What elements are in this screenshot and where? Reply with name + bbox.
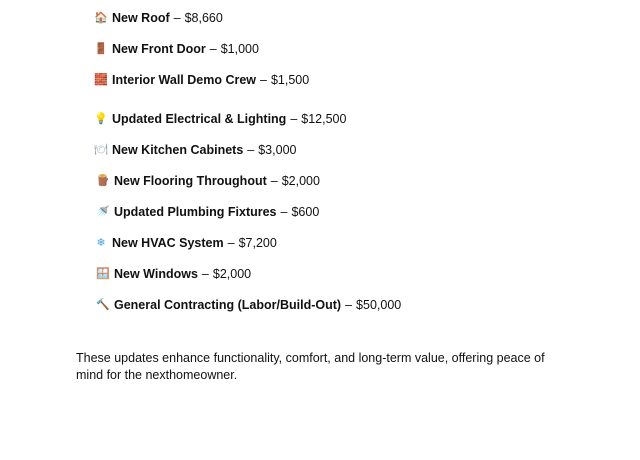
- list-item: [94, 234, 277, 252]
- list-item: [96, 203, 319, 221]
- cabinet-icon: 🍽: [94, 143, 108, 156]
- item-name: New Kitchen Cabinets: [112, 143, 244, 157]
- list-item: [94, 40, 259, 58]
- item-price: $1,500: [270, 73, 310, 87]
- item-name: New HVAC System: [112, 236, 224, 250]
- item-name: New Roof: [112, 11, 170, 25]
- window-icon: 🪟: [96, 267, 110, 280]
- item-name: New Windows: [114, 267, 198, 281]
- brick-icon: 🧱: [94, 73, 108, 86]
- snowflake-icon: ❄: [96, 236, 106, 249]
- list-item: [96, 296, 401, 314]
- hammer-icon: 🔨: [96, 298, 110, 311]
- item-price: $50,000: [356, 298, 402, 312]
- item-separator: –: [201, 267, 209, 281]
- wood-log-icon: 🪵: [96, 174, 110, 187]
- item-separator: –: [345, 298, 353, 312]
- item-price: $7,200: [238, 236, 277, 250]
- item-separator: –: [173, 11, 181, 25]
- item-separator: –: [280, 205, 288, 219]
- item-price: $3,000: [258, 143, 297, 157]
- item-separator: –: [209, 42, 217, 56]
- list-item: [94, 110, 346, 128]
- item-name: Updated Electrical & Lighting: [112, 112, 287, 126]
- item-separator: –: [247, 143, 255, 157]
- list-item: [94, 141, 296, 159]
- item-separator: –: [227, 236, 235, 250]
- door-icon: 🚪: [94, 42, 108, 55]
- item-name: Interior Wall Demo Crew: [112, 73, 257, 87]
- list-item: [94, 9, 223, 27]
- list-item: [96, 172, 320, 190]
- house-icon: 🏠: [94, 11, 108, 24]
- item-name: Updated Plumbing Fixtures: [114, 205, 277, 219]
- item-price: $2,000: [212, 267, 252, 281]
- summary-paragraph: These updates enhance functionality, comfort, and long-term value, offering peace of mind for the nexthomeowner.: [76, 350, 545, 382]
- item-price: $1,000: [220, 42, 259, 56]
- item-separator: –: [290, 112, 298, 126]
- list-item: [94, 71, 309, 89]
- item-price: $8,660: [184, 11, 223, 25]
- item-name: General Contracting (Labor/Build-Out): [114, 298, 342, 312]
- item-price: $2,000: [281, 174, 320, 188]
- item-price: $600: [291, 205, 320, 219]
- item-price: $12,500: [301, 112, 347, 126]
- item-name: New Front Door: [112, 42, 206, 56]
- lightbulb-icon: 💡: [94, 112, 108, 125]
- item-separator: –: [260, 73, 267, 87]
- list-item: [96, 265, 251, 283]
- shower-icon: 🚿: [96, 205, 110, 218]
- item-name: New Flooring Throughout: [114, 174, 267, 188]
- item-separator: –: [270, 174, 278, 188]
